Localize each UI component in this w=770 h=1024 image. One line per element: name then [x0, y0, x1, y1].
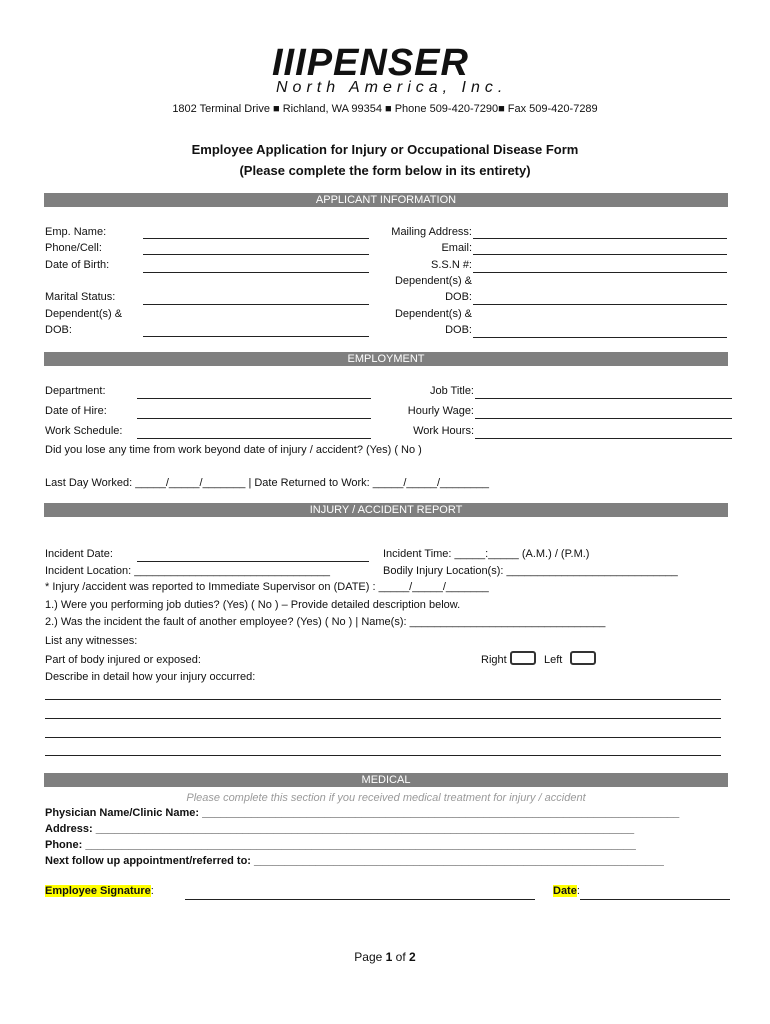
medical-address-field[interactable]: Address: ________________________________________________________________________________________ [45, 823, 635, 835]
dependents-label: Dependent(s) & [45, 308, 123, 320]
left-checkbox[interactable] [570, 651, 596, 665]
description-line-3[interactable] [45, 737, 721, 738]
dependents-b-dob-label: DOB: [445, 324, 472, 336]
emp-name-field[interactable] [143, 238, 369, 239]
followup-field[interactable]: Next follow up appointment/referred to: ___________________________________________________________________ [45, 855, 664, 867]
hourly-field[interactable] [475, 418, 732, 419]
schedule-label: Work Schedule: [45, 425, 123, 437]
signature-label: Employee Signature [45, 885, 151, 897]
section-injury-header: INJURY / ACCIDENT REPORT [44, 503, 728, 517]
hire-field[interactable] [137, 418, 371, 419]
logo-main-text: PENSER [306, 42, 469, 84]
hours-label: Work Hours: [413, 425, 474, 437]
ssn-label: S.S.N #: [431, 259, 472, 271]
right-checkbox[interactable] [510, 651, 536, 665]
logo-wordmark [272, 44, 512, 82]
page-of: of [392, 950, 410, 964]
incident-time[interactable]: Incident Time: _____:_____ (A.M.) / (P.M.) [383, 548, 590, 560]
description-line-1[interactable] [45, 699, 721, 700]
ssn-field[interactable] [473, 272, 727, 273]
hire-label: Date of Hire: [45, 405, 107, 417]
company-logo [272, 44, 512, 96]
witnesses-label: List any witnesses: [45, 635, 138, 647]
dob-field[interactable] [143, 272, 369, 273]
email-field[interactable] [473, 254, 727, 255]
medical-phone-field[interactable]: Phone: __________________________________________________________________________________________ [45, 839, 636, 851]
page-current: 1 [385, 950, 393, 964]
phone-field[interactable] [143, 254, 369, 255]
email-label: Email: [441, 242, 472, 254]
job-title-field[interactable] [475, 398, 732, 399]
hours-field[interactable] [475, 438, 732, 439]
signature-colon: : [150, 885, 154, 897]
incident-location[interactable]: Incident Location: ________________________________ [45, 565, 331, 577]
question-fault[interactable]: 2.) Was the incident the fault of another employee? (Yes) ( No ) | Name(s): ________________________________ [45, 616, 606, 628]
dob-label: Date of Birth: [45, 259, 110, 271]
lose-time-question: Did you lose any time from work beyond date of injury / accident? (Yes) ( No ) [45, 444, 422, 456]
date-colon: : [576, 885, 580, 897]
date-label: Date [553, 885, 577, 897]
mailing-field[interactable] [473, 238, 727, 239]
body-part-label: Part of body injured or exposed: [45, 654, 201, 666]
logo-subtitle: North America, Inc. [276, 79, 508, 96]
description-line-2[interactable] [45, 718, 721, 719]
dependents-a-dob-label: DOB: [445, 291, 472, 303]
bodily-injury-location[interactable]: Bodily Injury Location(s): ____________________________ [383, 565, 678, 577]
signature-label-group [45, 885, 154, 898]
describe-label: Describe in detail how your injury occurred: [45, 671, 256, 683]
dependents-a-field[interactable] [473, 304, 727, 305]
signature-field[interactable] [185, 899, 535, 900]
dependents-field[interactable] [143, 336, 369, 337]
page-number [0, 951, 770, 964]
phone-label: Phone/Cell: [45, 242, 102, 254]
department-field[interactable] [137, 398, 371, 399]
schedule-field[interactable] [137, 438, 371, 439]
left-label: Left [544, 654, 563, 666]
form-subtitle: (Please complete the form below in its entirety) [239, 163, 531, 178]
right-label: Right [481, 654, 507, 666]
question-job-duties: 1.) Were you performing job duties? (Yes) ( No ) – Provide detailed description below. [45, 599, 461, 611]
incident-date-field[interactable] [137, 561, 369, 562]
marital-field[interactable] [143, 304, 369, 305]
section-applicant-header: APPLICANT INFORMATION [44, 193, 728, 207]
signature-date-field[interactable] [580, 899, 730, 900]
form-title: Employee Application for Injury or Occupational Disease Form [191, 142, 579, 157]
dependents-b-field[interactable] [473, 337, 727, 338]
section-employment-header: EMPLOYMENT [44, 352, 728, 366]
medical-note: Please complete this section if you received medical treatment for injury / accident [186, 792, 586, 804]
last-day-worked[interactable]: Last Day Worked: _____/_____/_______ | Date Returned to Work: _____/_____/________ [45, 477, 489, 489]
dependents-a-label: Dependent(s) & [394, 275, 472, 287]
reported-to-supervisor[interactable]: * Injury /accident was reported to Immediate Supervisor on (DATE) : _____/_____/_______ [45, 581, 489, 593]
hourly-label: Hourly Wage: [407, 405, 474, 417]
dependents-b-label: Dependent(s) & [394, 308, 472, 320]
description-line-4[interactable] [45, 755, 721, 756]
physician-field[interactable]: Physician Name/Clinic Name: ______________________________________________________________________________ [45, 807, 680, 819]
date-label-group [553, 885, 580, 898]
page-total: 2 [409, 950, 416, 964]
logo-stripes: III [272, 42, 307, 84]
job-title-label: Job Title: [429, 385, 474, 397]
incident-date-label: Incident Date: [45, 548, 113, 560]
page-text: Page [354, 950, 386, 964]
emp-name-label: Emp. Name: [45, 226, 107, 238]
department-label: Department: [45, 385, 106, 397]
section-medical-header: MEDICAL [44, 773, 728, 787]
company-address: 1802 Terminal Drive ■ Richland, WA 99354 ■ Phone 509-420-7290■ Fax 509-420-7289 [172, 103, 598, 115]
mailing-label: Mailing Address: [391, 226, 472, 238]
marital-label: Marital Status: [45, 291, 116, 303]
dependents-dob-label: DOB: [45, 324, 72, 336]
